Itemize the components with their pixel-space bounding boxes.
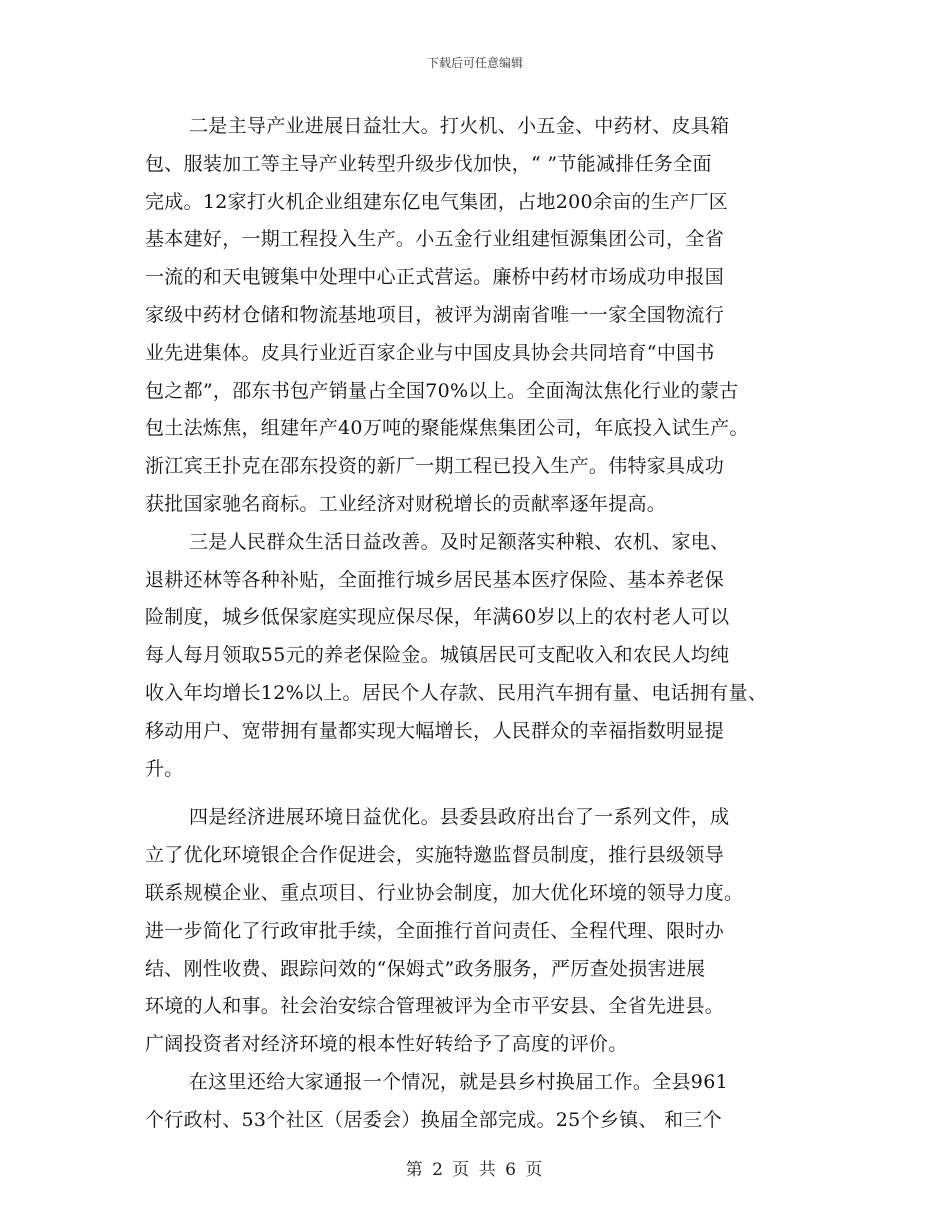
paragraph-line: 每人每月领取55元的养老保险金。城镇居民可支配收入和农民人均纯 (145, 644, 730, 667)
paragraph-line: 浙江宾王扑克在邵东投资的新厂一期工程已投入生产。伟特家具成功 (145, 455, 725, 478)
paragraph-line: 联系规模企业、重点项目、行业协会制度，加大优化环境的领导力度。 (145, 881, 744, 904)
paragraph-line: 环境的人和事。社会治安综合管理被评为全市平安县、全省先进县。 (145, 995, 725, 1018)
paragraph-line: 在这里还给大家通报一个情况，就是县乡村换届工作。全县961 (189, 1070, 728, 1093)
paragraph-line: 获批国家驰名商标。工业经济对财税增长的贡献率逐年提高。 (145, 492, 667, 515)
document-body (145, 108, 835, 1140)
paragraph-line: 完成。12家打火机企业组建东亿电气集团，占地200余亩的生产厂区 (145, 190, 729, 213)
paragraph-line: 退耕还林等各种补贴，全面推行城乡居民基本医疗保险、基本养老保 (145, 568, 725, 591)
paragraph-gap (145, 788, 835, 799)
paragraph-line: 立了优化环境银企合作促进会，实施特邀监督员制度，推行县级领导 (145, 844, 725, 867)
paragraph-line: 一流的和天电镀集中处理中心正式营运。廉桥中药材市场成功申报国 (145, 266, 725, 289)
paragraph-line: 险制度，城乡低保家庭实现应保尽保，年满60岁以上的农村老人可以 (145, 606, 730, 629)
paragraph-line: 二是主导产业进展日益壮大。打火机、小五金、中药材、皮具箱 (189, 115, 730, 137)
paragraph-line: 基本建好，一期工程投入生产。小五金行业组建恒源集团公司，全省 (145, 228, 725, 251)
paragraph-line: 家级中药材仓储和物流基地项目，被评为湖南省唯一一家全国物流行 (145, 303, 725, 326)
paragraph-line: 个行政村、53个社区（居委会）换届全部完成。25个乡镇、 和三个 (145, 1108, 722, 1131)
paragraph-line: 包之都”，邵东书包产销量占全国70%以上。全面淘汰焦化行业的蒙古 (145, 379, 739, 402)
paragraph-line: 移动用户、宽带拥有量都实现大幅增长，人民群众的幸福指数明显提 (145, 719, 725, 742)
page-number-footer: 第 2 页 共 6 页 (405, 1160, 545, 1180)
paragraph-line: 业先进集体。皮具行业近百家企业与中国皮具协会共同培育“中国书 (145, 341, 715, 364)
paragraph-line: 收入年均增长12%以上。居民个人存款、民用汽车拥有量、电话拥有量、 (145, 681, 768, 704)
paragraph-line: 升。 (145, 757, 184, 780)
paragraph-line: 进一步简化了行政审批手续，全面推行首问责任、全程代理、限时办 (145, 919, 725, 942)
paragraph-line: 三是人民群众生活日益改善。及时足额落实种粮、农机、家电、 (189, 530, 730, 553)
paragraph-line: 结、刚性收费、跟踪问效的“保姆式”政务服务，严厉查处损害进展 (145, 957, 706, 980)
paragraph-line: 包土法炼焦，组建年产40万吨的聚能煤焦集团公司，年底投入试生产。 (145, 417, 749, 440)
paragraph-line: 四是经济进展环境日益优化。县委县政府出台了一系列文件，成 (189, 806, 730, 829)
paragraph-line: 广阔投资者对经济环境的根本性好转给予了高度的评价。 (145, 1033, 628, 1056)
page-header-note: 下载后可任意编辑 (426, 56, 523, 70)
paragraph-line: 包、服装加工等主导产业转型升级步伐加快，“ ”节能减排任务全面 (145, 152, 712, 175)
